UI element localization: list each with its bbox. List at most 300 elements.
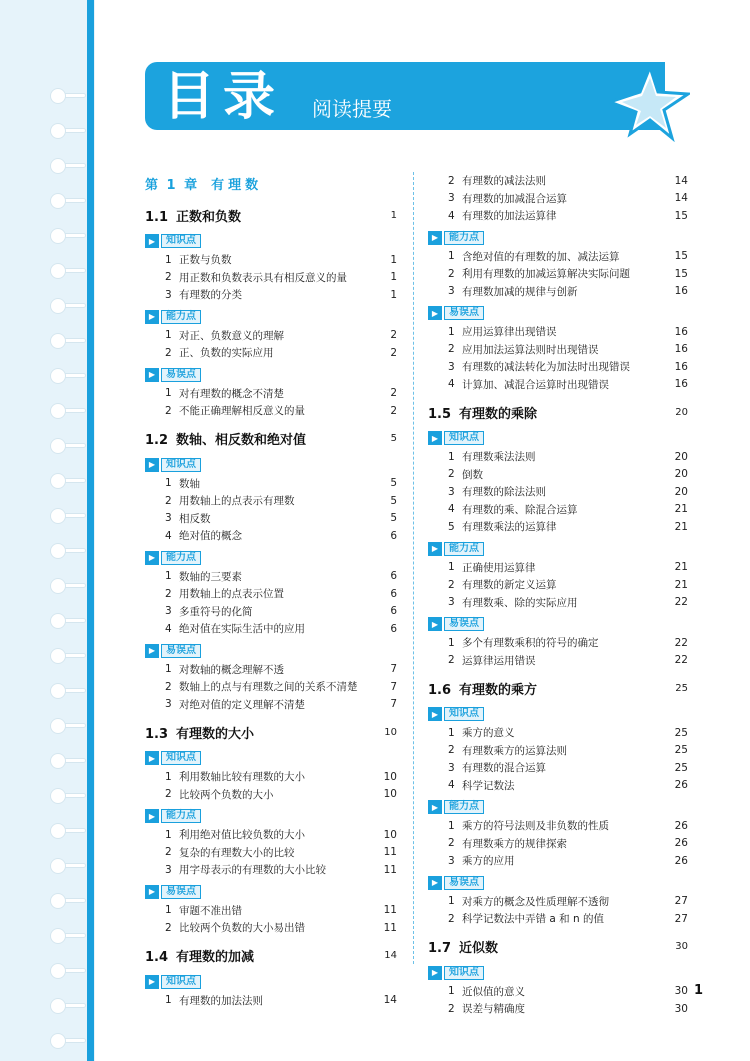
entry-title: 运算律运用错误	[462, 654, 536, 667]
play-arrow-icon: ▶	[428, 306, 442, 320]
entry-page: 7	[390, 680, 397, 693]
entry-number: 1	[448, 561, 455, 574]
toc-entry[interactable]	[428, 893, 688, 911]
toc-entry[interactable]	[145, 696, 397, 714]
binding-hole	[50, 193, 66, 209]
entry-page: 10	[383, 788, 397, 801]
toc-entry[interactable]	[428, 248, 688, 266]
entry-number: 3	[165, 698, 172, 711]
entry-number: 3	[165, 288, 172, 301]
entry-page: 6	[390, 587, 397, 600]
entry-page: 26	[674, 854, 688, 867]
entry-title: 近似值的意义	[462, 985, 525, 998]
toc-entry[interactable]	[428, 559, 688, 577]
entry-title: 有理数的乘、除混合运算	[462, 503, 578, 516]
entry-title: 乘方的符号法则及非负数的性质	[462, 820, 609, 833]
entry-number: 4	[165, 529, 172, 542]
entry-number: 3	[165, 863, 172, 876]
toc-entry[interactable]	[145, 768, 397, 786]
section-number: 1.7	[428, 941, 452, 956]
toc-section	[428, 675, 688, 928]
toc-entry[interactable]	[428, 576, 688, 594]
entry-title: 正、负数的实际应用	[179, 347, 274, 360]
toc-entry[interactable]	[428, 817, 688, 835]
binding-hole	[50, 543, 66, 559]
toc-group	[428, 303, 688, 393]
group-tag-row	[145, 231, 397, 251]
entry-number: 2	[448, 343, 455, 356]
entry-title: 有理数乘方的运算法则	[462, 744, 567, 757]
binding-hole	[50, 403, 66, 419]
toc-entry[interactable]	[145, 527, 397, 545]
entry-number: 2	[448, 837, 455, 850]
binding-hole	[50, 473, 66, 489]
entry-title: 审题不准出错	[179, 904, 242, 917]
toc-entry[interactable]	[145, 844, 397, 862]
group-tag: 易误点	[444, 306, 484, 320]
group-tag-row	[145, 972, 397, 992]
toc-group	[428, 873, 688, 928]
entry-page: 15	[674, 250, 688, 263]
entry-page: 1	[390, 253, 397, 266]
toc-entry[interactable]	[428, 466, 688, 484]
group-tag-row	[145, 307, 397, 327]
group-tag-row	[145, 882, 397, 902]
entry-title: 误差与精确度	[462, 1003, 525, 1016]
group-tag-row	[428, 963, 688, 983]
toc-group	[145, 365, 397, 420]
entry-page: 27	[674, 895, 688, 908]
entry-number: 2	[448, 578, 455, 591]
toc-entry[interactable]	[428, 759, 688, 777]
entry-title: 多个有理数乘积的符号的确定	[462, 637, 599, 650]
entry-title: 有理数的减法转化为加法时出现错误	[462, 361, 630, 374]
page-subtitle: 阅读提要	[312, 97, 392, 121]
toc-entry[interactable]	[145, 585, 397, 603]
entry-number: 3	[448, 285, 455, 298]
toc-entry[interactable]	[145, 861, 397, 879]
entry-number: 1	[165, 253, 172, 266]
toc-entry[interactable]	[145, 661, 397, 679]
binding-hole	[50, 123, 66, 139]
entry-page: 14	[674, 174, 688, 187]
binding-hole	[50, 718, 66, 734]
entry-title: 对乘方的概念及性质理解不透彻	[462, 895, 609, 908]
toc-entry[interactable]	[145, 568, 397, 586]
group-tag-row	[428, 303, 688, 323]
toc-group	[145, 641, 397, 714]
entry-number: 3	[448, 854, 455, 867]
entry-page: 10	[383, 828, 397, 841]
play-arrow-icon: ▶	[145, 975, 159, 989]
entry-page: 5	[390, 494, 397, 507]
toc-section	[428, 399, 688, 669]
binding-hole	[50, 438, 66, 454]
star-icon	[600, 62, 690, 142]
entry-page: 5	[390, 477, 397, 490]
entry-number: 2	[448, 1002, 455, 1015]
entry-number: 2	[448, 174, 455, 187]
toc-group	[428, 539, 688, 612]
binding-hole	[50, 858, 66, 874]
entry-number: 4	[448, 503, 455, 516]
entry-title: 多重符号的化简	[179, 605, 253, 618]
entry-page: 15	[674, 267, 688, 280]
toc-entry[interactable]	[145, 603, 397, 621]
group-tag: 易误点	[444, 876, 484, 890]
toc-entry[interactable]	[428, 835, 688, 853]
toc-entry[interactable]	[428, 501, 688, 519]
toc-entry[interactable]	[428, 283, 688, 301]
toc-entry[interactable]	[145, 678, 397, 696]
section-title: 正数和负数	[176, 209, 242, 225]
entry-title: 有理数的加法法则	[179, 994, 263, 1007]
toc-entry[interactable]	[428, 777, 688, 795]
play-arrow-icon: ▶	[145, 234, 159, 248]
section-heading[interactable]	[428, 934, 688, 960]
entry-number: 1	[165, 770, 172, 783]
toc-entry[interactable]	[428, 323, 688, 341]
section-number: 1.6	[428, 682, 452, 698]
group-tag-row	[428, 539, 688, 559]
section-heading-text	[145, 429, 306, 448]
group-tag: 知识点	[161, 234, 201, 248]
entry-title: 有理数的除法法则	[462, 486, 546, 499]
entry-title: 有理数的减法法则	[462, 175, 546, 188]
group-tag-row	[145, 455, 397, 475]
entry-number: 2	[165, 404, 172, 417]
toc-entry[interactable]	[428, 634, 688, 652]
section-heading[interactable]	[145, 202, 397, 228]
toc-group	[428, 428, 688, 536]
entry-page: 20	[674, 468, 688, 481]
binding-hole	[50, 298, 66, 314]
entry-title: 利用有理数的加减运算解决实际问题	[462, 268, 630, 281]
group-tag: 知识点	[161, 751, 201, 765]
section-title: 有理数的加减	[176, 950, 255, 965]
section-page: 25	[675, 682, 688, 694]
play-arrow-icon: ▶	[428, 876, 442, 890]
entry-title: 有理数的混合运算	[462, 762, 546, 775]
toc-entry[interactable]	[145, 620, 397, 638]
section-number: 1.1	[145, 209, 169, 225]
entry-page: 11	[383, 921, 397, 934]
entry-page: 21	[674, 520, 688, 533]
section-page: 5	[390, 433, 397, 444]
entry-number: 2	[165, 587, 172, 600]
entry-number: 2	[448, 654, 455, 667]
section-number: 1.3	[145, 726, 169, 742]
entry-page: 16	[674, 325, 688, 338]
group-tag: 能力点	[161, 551, 201, 565]
section-page: 1	[390, 209, 397, 221]
entry-number: 3	[448, 192, 455, 205]
toc-group	[145, 231, 397, 304]
play-arrow-icon: ▶	[428, 707, 442, 721]
toc-entry[interactable]	[145, 327, 397, 345]
entry-page: 21	[674, 578, 688, 591]
toc-left-column	[145, 172, 397, 1009]
entry-page: 22	[674, 596, 688, 609]
toc-entry[interactable]	[428, 483, 688, 501]
entry-page: 16	[674, 343, 688, 356]
toc-entry[interactable]	[428, 910, 688, 928]
entry-title: 应用加法运算法则时出现错误	[462, 343, 599, 356]
entry-page: 26	[674, 779, 688, 792]
section-heading-text	[428, 937, 498, 956]
play-arrow-icon: ▶	[145, 644, 159, 658]
group-tag: 易误点	[161, 644, 201, 658]
toc-entry[interactable]	[428, 594, 688, 612]
binding-hole	[50, 1033, 66, 1049]
group-tag: 能力点	[161, 809, 201, 823]
entry-page: 26	[674, 819, 688, 832]
toc-entry[interactable]	[428, 518, 688, 536]
section-heading-text	[428, 403, 537, 422]
entry-title: 绝对值的概念	[179, 530, 242, 543]
entry-page: 2	[390, 404, 397, 417]
entry-title: 用数轴上的点表示有理数	[179, 495, 295, 508]
entry-title: 科学记数法中弄错 a 和 n 的值	[462, 913, 604, 926]
section-heading[interactable]	[428, 399, 688, 425]
group-tag: 知识点	[444, 707, 484, 721]
section-number: 1.2	[145, 433, 169, 448]
entry-title: 正数与负数	[179, 254, 232, 267]
entry-title: 相反数	[179, 512, 211, 525]
toc-entry[interactable]	[145, 251, 397, 269]
play-arrow-icon: ▶	[145, 368, 159, 382]
play-arrow-icon: ▶	[428, 800, 442, 814]
entry-page: 25	[674, 744, 688, 757]
section-heading-text	[145, 946, 254, 965]
toc-group	[145, 806, 397, 879]
toc-entry[interactable]	[145, 786, 397, 804]
entry-page: 14	[674, 192, 688, 205]
toc-entry[interactable]	[145, 492, 397, 510]
play-arrow-icon: ▶	[428, 431, 442, 445]
entry-title: 计算加、减混合运算时出现错误	[462, 378, 609, 391]
entry-title: 有理数的分类	[179, 289, 242, 302]
binding-hole	[50, 823, 66, 839]
play-arrow-icon: ▶	[145, 458, 159, 472]
toc-section	[145, 719, 397, 937]
entry-title: 对正、负数意义的理解	[179, 329, 284, 342]
toc-entry[interactable]	[428, 724, 688, 742]
chapter-name: 有理数	[211, 177, 263, 193]
toc-entry[interactable]	[145, 475, 397, 493]
group-tag: 知识点	[161, 458, 201, 472]
toc-entry[interactable]	[428, 652, 688, 670]
toc-entry[interactable]	[428, 852, 688, 870]
binding-hole	[50, 963, 66, 979]
binding-line	[87, 0, 94, 1061]
entry-page: 15	[674, 209, 688, 222]
entry-title: 含绝对值的有理数的加、减法运算	[462, 250, 620, 263]
entry-page: 1	[390, 271, 397, 284]
page-number: 1	[694, 983, 704, 998]
entry-number: 2	[448, 744, 455, 757]
toc-entry[interactable]	[428, 742, 688, 760]
group-tag-row	[428, 797, 688, 817]
left-sections	[145, 202, 397, 1009]
toc-entry[interactable]	[428, 265, 688, 283]
toc-entry[interactable]	[145, 286, 397, 304]
toc-entry[interactable]	[428, 341, 688, 359]
group-tag-row	[145, 748, 397, 768]
toc-entry[interactable]	[428, 207, 688, 225]
entry-number: 1	[448, 450, 455, 463]
entry-title: 对数轴的概念理解不透	[179, 663, 284, 676]
group-tag: 易误点	[161, 885, 201, 899]
entry-number: 1	[448, 325, 455, 338]
entry-title: 对有理数的概念不清楚	[179, 387, 284, 400]
entry-number: 1	[448, 636, 455, 649]
entry-page: 16	[674, 285, 688, 298]
section-page: 20	[675, 406, 688, 418]
toc-entry[interactable]	[428, 1000, 688, 1018]
entry-number: 1	[165, 828, 172, 841]
group-tag: 知识点	[161, 975, 201, 989]
toc-group	[145, 307, 397, 362]
entry-title: 不能正确理解相反意义的量	[179, 405, 305, 418]
play-arrow-icon: ▶	[145, 751, 159, 765]
toc-entry[interactable]	[145, 385, 397, 403]
entry-page: 11	[383, 904, 397, 917]
toc-right-column	[428, 172, 688, 1018]
entry-number: 1	[165, 663, 172, 676]
section-number: 1.4	[145, 950, 169, 965]
toc-entry[interactable]	[428, 448, 688, 466]
entry-page: 25	[674, 761, 688, 774]
entry-page: 7	[390, 698, 397, 711]
toc-entry[interactable]	[428, 172, 688, 190]
entry-title: 科学记数法	[462, 779, 515, 792]
section-heading[interactable]	[145, 719, 397, 745]
entry-number: 1	[165, 387, 172, 400]
binding-hole	[50, 683, 66, 699]
entry-page: 2	[390, 346, 397, 359]
entry-title: 用字母表示的有理数的大小比较	[179, 864, 326, 877]
entry-title: 对绝对值的定义理解不清楚	[179, 698, 305, 711]
entry-page: 30	[674, 1002, 688, 1015]
section-title: 近似数	[459, 941, 499, 956]
section-page: 14	[384, 950, 397, 961]
group-tag-row	[428, 873, 688, 893]
entry-number: 1	[448, 985, 455, 998]
toc-group	[145, 882, 397, 937]
toc-entry[interactable]	[428, 983, 688, 1001]
entry-number: 2	[165, 494, 172, 507]
entry-page: 2	[390, 329, 397, 342]
toc-group	[428, 704, 688, 794]
toc-group	[145, 455, 397, 545]
toc-entry[interactable]	[428, 358, 688, 376]
entry-number: 3	[448, 761, 455, 774]
group-tag-row	[145, 548, 397, 568]
entry-title: 乘方的意义	[462, 727, 515, 740]
toc-entry[interactable]	[145, 992, 397, 1010]
group-tag-row	[428, 614, 688, 634]
section-heading-text	[145, 206, 241, 225]
entry-number: 4	[448, 378, 455, 391]
entry-number: 4	[448, 209, 455, 222]
binding-hole	[50, 998, 66, 1014]
toc-section	[145, 202, 397, 420]
section-heading[interactable]	[145, 943, 397, 969]
entry-title: 有理数加减的规律与创新	[462, 285, 578, 298]
section-title: 有理数的乘除	[459, 406, 538, 422]
toc-entry[interactable]	[145, 344, 397, 362]
group-tag-row	[145, 641, 397, 661]
entry-title: 有理数乘方的规律探索	[462, 837, 567, 850]
entry-page: 6	[390, 605, 397, 618]
toc-entry[interactable]	[145, 826, 397, 844]
toc-entry[interactable]	[145, 269, 397, 287]
binding-hole	[50, 228, 66, 244]
toc-entry[interactable]	[145, 510, 397, 528]
group-tag: 易误点	[161, 368, 201, 382]
group-tag-row	[428, 228, 688, 248]
toc-entry[interactable]	[145, 919, 397, 937]
entry-number: 3	[165, 605, 172, 618]
entry-page: 11	[383, 863, 397, 876]
binding-hole	[50, 578, 66, 594]
binding-hole	[50, 158, 66, 174]
toc-entry[interactable]	[145, 902, 397, 920]
entry-number: 4	[165, 622, 172, 635]
toc-group	[428, 228, 688, 301]
entry-title: 有理数乘、除的实际应用	[462, 596, 578, 609]
entry-number: 2	[165, 788, 172, 801]
entry-title: 利用数轴比较有理数的大小	[179, 771, 305, 784]
entry-number: 2	[165, 921, 172, 934]
section-page: 10	[384, 726, 397, 738]
binding-hole	[50, 88, 66, 104]
chapter-heading[interactable]	[145, 172, 397, 194]
entry-title: 绝对值在实际生活中的应用	[179, 623, 305, 636]
entry-number: 2	[165, 680, 172, 693]
entry-number: 2	[165, 846, 172, 859]
entry-page: 5	[390, 512, 397, 525]
toc-section	[145, 426, 397, 714]
column-divider	[413, 172, 414, 964]
play-arrow-icon: ▶	[145, 885, 159, 899]
entry-title: 有理数的加法运算律	[462, 210, 557, 223]
toc-entry[interactable]	[428, 376, 688, 394]
entry-title: 有理数乘法的运算律	[462, 521, 557, 534]
entry-number: 2	[448, 468, 455, 481]
group-tag: 能力点	[161, 310, 201, 324]
group-tag: 知识点	[444, 966, 484, 980]
toc-group	[428, 797, 688, 870]
section-number: 1.5	[428, 406, 452, 422]
toc-entry[interactable]	[145, 402, 397, 420]
entry-page: 6	[390, 529, 397, 542]
entry-title: 利用绝对值比较负数的大小	[179, 829, 305, 842]
section-heading[interactable]	[145, 426, 397, 452]
entry-number: 1	[448, 250, 455, 263]
entry-title: 有理数的加减混合运算	[462, 192, 567, 205]
binding-hole	[50, 648, 66, 664]
play-arrow-icon: ▶	[428, 542, 442, 556]
binding-hole	[50, 613, 66, 629]
group-tag-row	[428, 428, 688, 448]
entry-number: 1	[448, 819, 455, 832]
section-heading[interactable]	[428, 675, 688, 701]
entry-title: 数轴的三要素	[179, 570, 242, 583]
entry-number: 3	[448, 596, 455, 609]
toc-entry[interactable]	[428, 190, 688, 208]
